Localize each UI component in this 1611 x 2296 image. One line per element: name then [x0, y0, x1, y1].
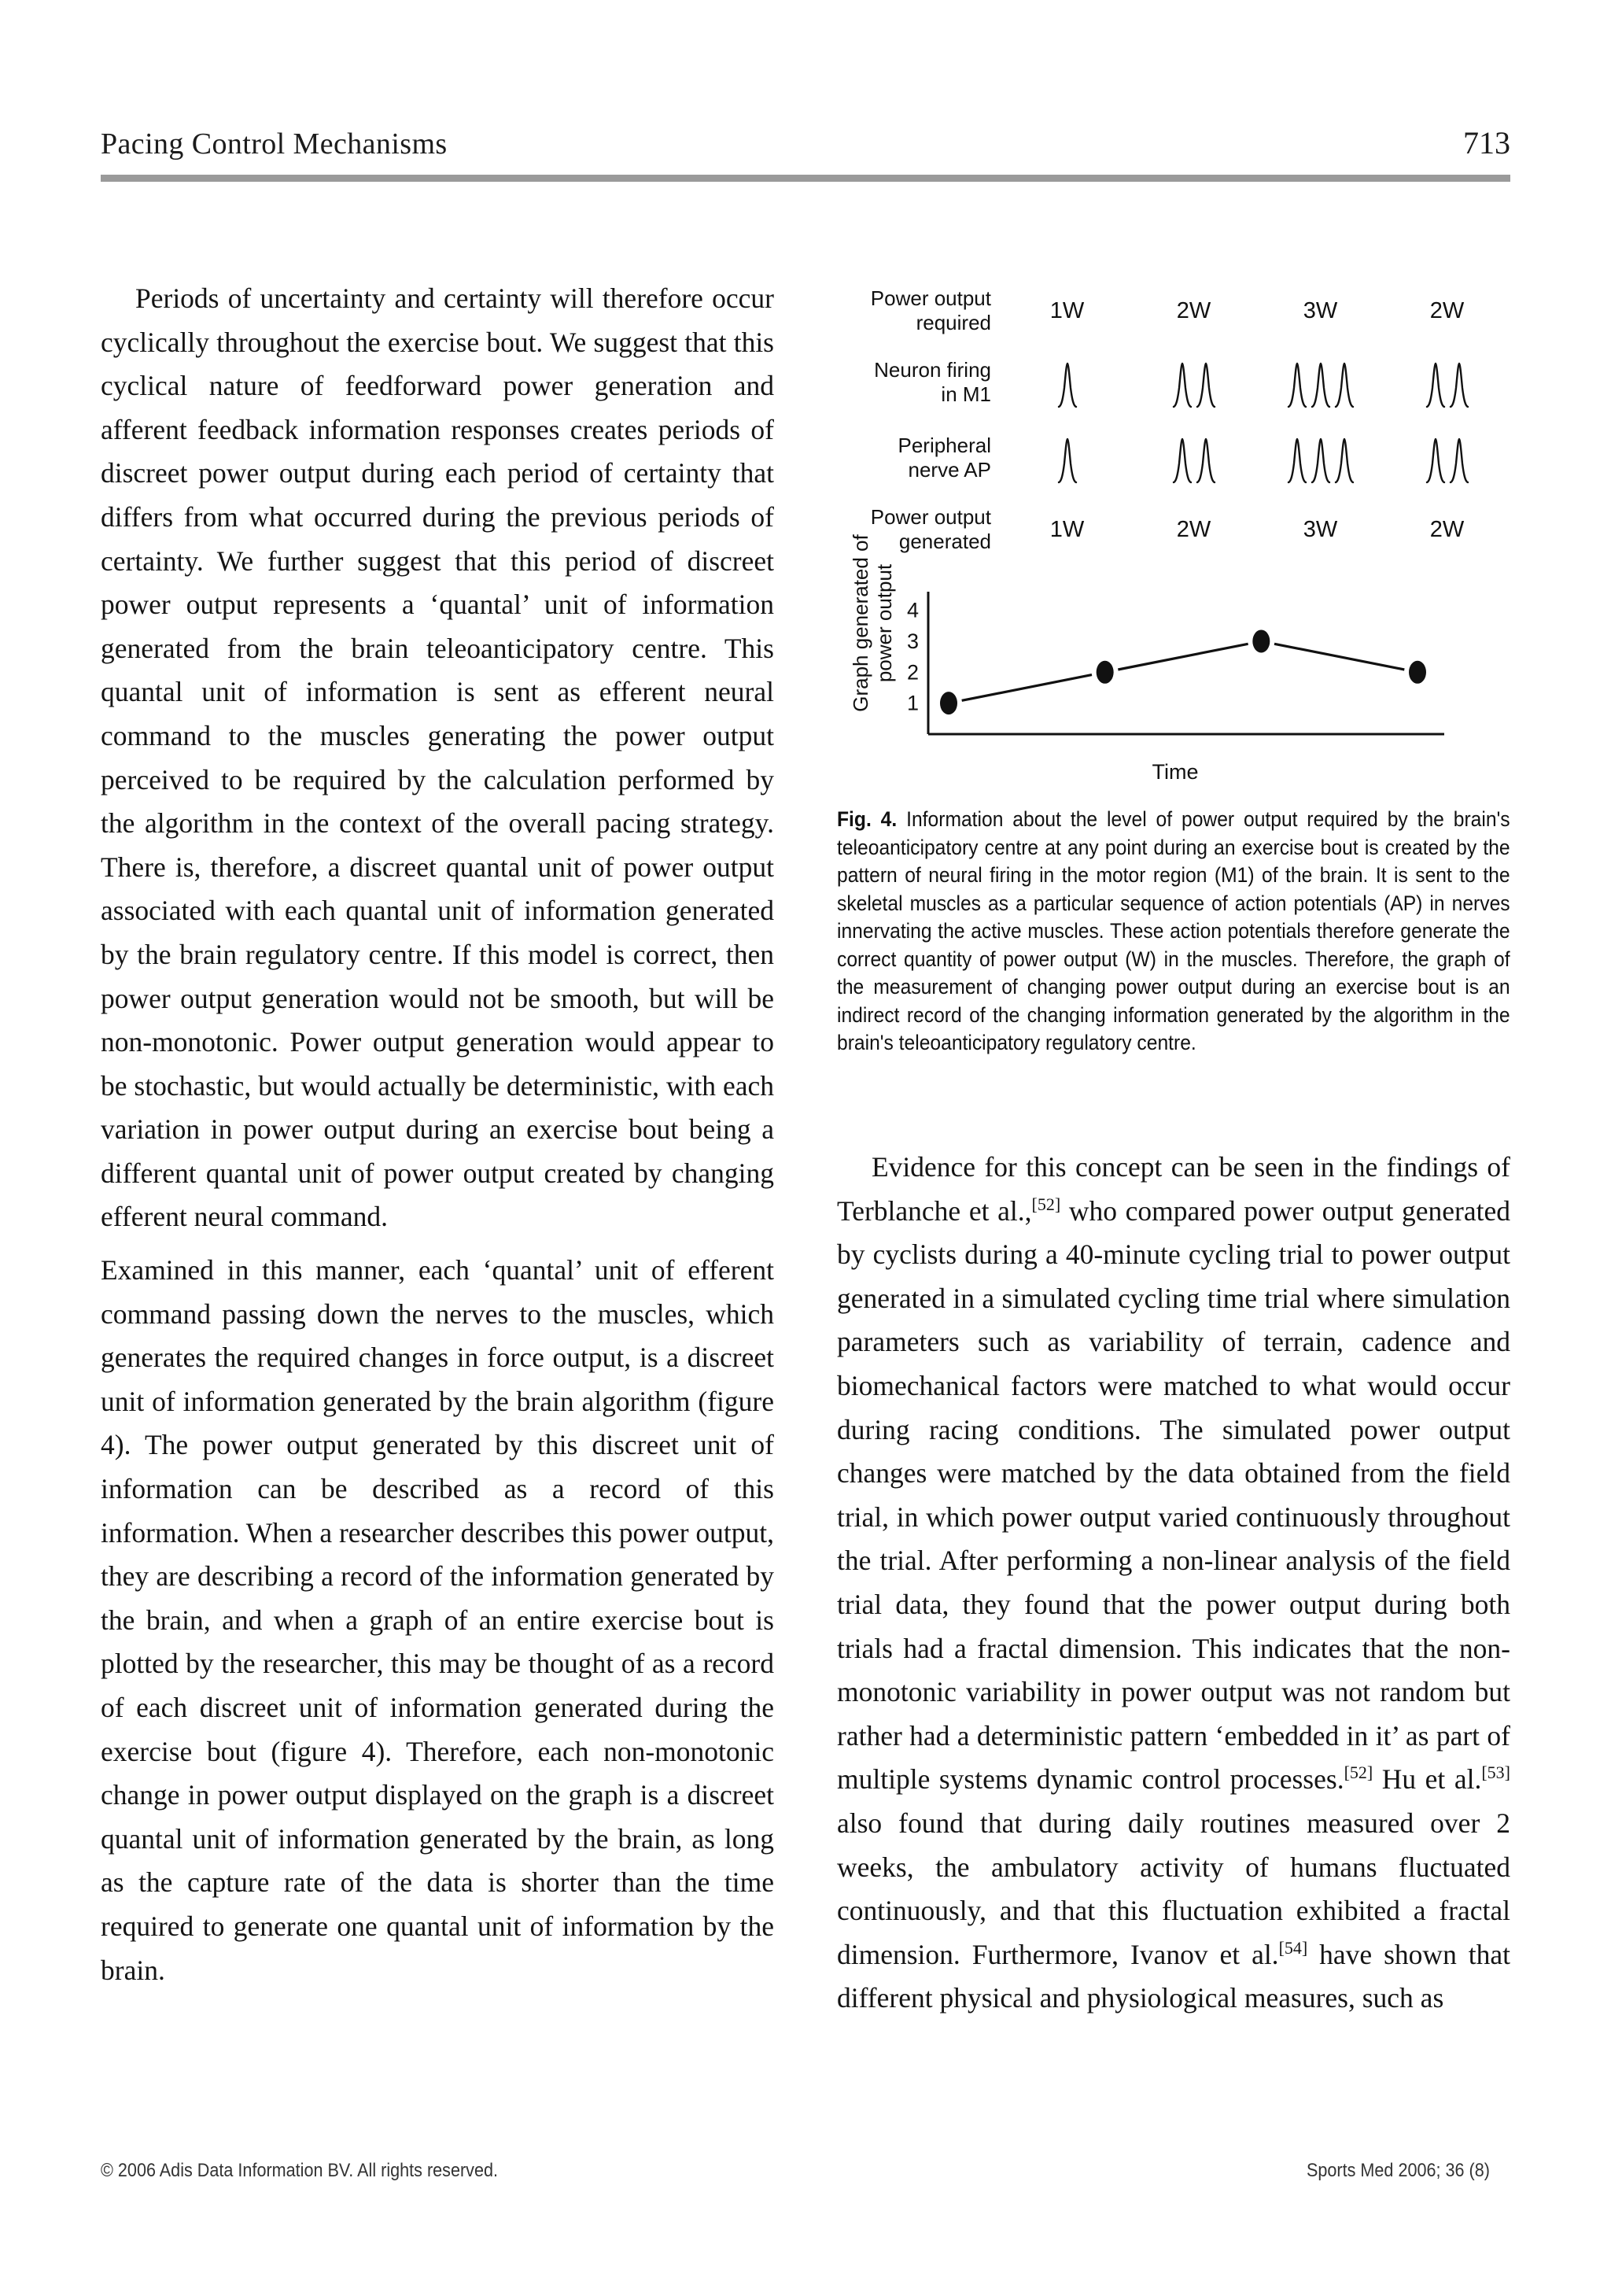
figure-rows — [837, 277, 1510, 563]
chart-data-point — [1097, 661, 1114, 684]
action-potential-spike-icon — [1334, 361, 1355, 408]
figure-cell — [1257, 349, 1384, 416]
power-output-line-chart — [837, 534, 1510, 793]
figure-graphic — [837, 277, 1510, 796]
figure-row-power-required — [837, 277, 1510, 345]
header-rule — [101, 175, 1510, 182]
action-potential-spike-icon — [1449, 361, 1469, 408]
action-potential-spike-icon — [1425, 361, 1446, 408]
page-number: 713 — [1463, 125, 1510, 161]
running-head-title: Pacing Control Mechanisms — [101, 127, 448, 161]
figure-caption — [837, 806, 1510, 1058]
figure-cell — [1257, 496, 1384, 563]
right-text-3: Hu et al. — [1373, 1763, 1482, 1796]
spike-group-4 — [1425, 432, 1469, 484]
watt-value: 3W — [1303, 516, 1338, 542]
citation-52-a: [52] — [1031, 1194, 1061, 1214]
chart-y-tick-label: 2 — [906, 660, 919, 685]
figure-cell — [1004, 277, 1130, 345]
action-potential-spike-icon — [1311, 361, 1331, 408]
watt-value: 2W — [1176, 297, 1211, 323]
left-column — [101, 277, 774, 1992]
footer-copyright: © 2006 Adis Data Information BV. All rights reserved. — [101, 2160, 498, 2181]
running-head — [101, 124, 1510, 161]
chart-line-segment — [1274, 644, 1404, 670]
spike-group-2 — [1172, 432, 1216, 484]
chart-line-segment — [962, 675, 1092, 701]
right-text-2: who compared power output generated by cyclists during a 40-minute cycling trial to power output generated in a simulated cycling time trial where simulation parameters such as variability of terrain, cadence and biomechanical factors were matched to what would occur during racing conditions. The simulated power output changes were matched by the data obtained from the field trial, in which power output varied continuously throughout the trial. After performing a non-linear analysis of the field trial data, they found that the power output during both trials had a fractal dimension. This indicates that the non-monotonic variability in power output was not random but rather had a deterministic pattern ‘embedded in it’ as part of multiple systems dynamic control processes. — [837, 1194, 1510, 1796]
figure-row-label-line2: nerve AP — [908, 458, 991, 482]
figure-cell — [1384, 496, 1510, 563]
action-potential-spike-icon — [1287, 361, 1307, 408]
figure-row-cells — [1004, 349, 1510, 416]
citation-54: [54] — [1278, 1937, 1308, 1958]
footer-journal-ref: Sports Med 2006; 36 (8) — [1307, 2160, 1491, 2181]
right-paragraph-1 — [837, 1146, 1510, 2021]
chart-plot-area — [900, 581, 1451, 758]
action-potential-spike-icon — [1172, 437, 1193, 484]
figure-cell — [1130, 277, 1257, 345]
figure-row-label-line2: in M1 — [941, 382, 991, 406]
figure-4 — [837, 277, 1510, 1058]
action-potential-spike-icon — [1425, 437, 1446, 484]
spike-group-2 — [1172, 356, 1216, 408]
figure-row-label-line2: generated — [898, 530, 991, 553]
figure-cell — [1130, 424, 1257, 492]
spike-group-3 — [1287, 432, 1355, 484]
action-potential-spike-icon — [1311, 437, 1331, 484]
right-text-1: Evidence for this concept can be seen in the findings of Terblanche et al., — [837, 1151, 1510, 1227]
spike-group-1 — [1057, 432, 1078, 484]
left-paragraph-2: Examined in this manner, each ‘quantal’ unit of efferent command passing down the nerves to the muscles, which generates the required changes in force output, is a discreet unit of information generated by the brain algorithm (figure 4). The power output generated by this discreet unit of information can be described as a record of this information. When a researcher describes this power output, they are describing a record of the information generated by the brain, and when a graph of an entire exercise bout is plotted by the researcher, this may be thought of as a record of each discreet unit of information generated during the exercise bout (figure 4). Therefore, each non-monotonic change in power output displayed on the graph is a discreet quantal unit of information generated by the brain, as long as the capture rate of the data is shorter than the time required to generate one quantal unit of information by the brain. — [101, 1254, 774, 1986]
figure-row-cells — [1004, 496, 1510, 563]
figure-cell — [1257, 277, 1384, 345]
watt-value: 2W — [1176, 516, 1211, 542]
right-text-4: also found that during daily routines measured over 2 weeks, the ambulatory activity of humans fluctuated continuously, and that this fluctuation exhibited a fractal dimension. Furthermore, Ivanov et al. — [837, 1807, 1510, 1970]
figure-row-neuron-firing — [837, 345, 1510, 420]
figure-row-label-line1: Peripheral — [898, 434, 991, 457]
figure-row-label-line2: required — [916, 311, 991, 334]
figure-cell — [1130, 496, 1257, 563]
chart-line-segment — [1118, 644, 1248, 670]
chart-y-tick-label: 4 — [906, 598, 919, 622]
action-potential-spike-icon — [1334, 437, 1355, 484]
figure-cell — [1004, 496, 1130, 563]
figure-cell — [1004, 349, 1130, 416]
action-potential-spike-icon — [1287, 437, 1307, 484]
watt-value: 2W — [1429, 297, 1465, 323]
right-column — [837, 1146, 1510, 2021]
action-potential-spike-icon — [1172, 361, 1193, 408]
figure-row-label — [837, 286, 1004, 335]
figure-cell — [1130, 349, 1257, 416]
watt-value: 2W — [1429, 516, 1465, 542]
figure-cell — [1384, 424, 1510, 492]
figure-row-power-generated — [837, 496, 1510, 563]
figure-cell — [1004, 424, 1130, 492]
figure-row-label-line1: Neuron firing — [874, 358, 991, 382]
spike-group-4 — [1425, 356, 1469, 408]
chart-x-axis-label: Time — [1152, 760, 1199, 784]
chart-y-axis-label: Graph generated of power output — [849, 534, 896, 712]
figure-cell — [1384, 349, 1510, 416]
action-potential-spike-icon — [1196, 437, 1216, 484]
action-potential-spike-icon — [1196, 361, 1216, 408]
action-potential-spike-icon — [1057, 361, 1078, 408]
watt-value: 1W — [1049, 297, 1085, 323]
figure-row-cells — [1004, 424, 1510, 492]
chart-y-tick-label: 3 — [906, 629, 919, 653]
figure-caption-label: Fig. 4. — [837, 807, 898, 831]
chart-data-point — [940, 692, 957, 714]
figure-caption-text: Information about the level of power output required by the brain's teleoanticipatory centre at any point during an exercise bout is created by the pattern of neural firing in the motor region (M1) of the brain. It is sent to the skeletal muscles as a particular sequence of action potentials (AP) in nerves innervating the active muscles. These action potentials therefore generate the correct quantity of power output (W) in the muscles. Therefore, the graph of the measurement of changing power output during an exercise bout is an indirect record of the changing information generated by the algorithm in the brain's teleoanticipatory regulatory centre. — [837, 807, 1510, 1054]
spike-group-1 — [1057, 356, 1078, 408]
spike-group-3 — [1287, 356, 1355, 408]
page-footer — [101, 2160, 1510, 2182]
figure-row-label — [837, 358, 1004, 407]
figure-cell — [1384, 277, 1510, 345]
figure-cell — [1257, 424, 1384, 492]
figure-row-cells — [1004, 277, 1510, 345]
figure-row-label — [837, 434, 1004, 482]
figure-row-label-line1: Power output — [870, 505, 991, 529]
body-columns — [101, 277, 1510, 2032]
chart-y-tick-label: 1 — [906, 691, 919, 715]
citation-53: [53] — [1481, 1763, 1510, 1783]
citation-52-b: [52] — [1344, 1763, 1373, 1783]
chart-data-point — [1252, 629, 1270, 652]
figure-row-peripheral-nerve — [837, 420, 1510, 496]
left-paragraph-1: Periods of uncertainty and certainty will therefore occur cyclically throughout the exercise bout. We suggest that this cyclical nature of feedforward power generation and afferent feedback information responses creates periods of discreet power output during each period of certainty that differs from what occurred during the previous periods of certainty. We further suggest that this period of discreet power output represents a ‘quantal’ unit of information generated from the brain teleoanticipatory centre. This quantal unit of information is sent as efferent neural command to the muscles generating the power output perceived to be required by the calculation performed by the algorithm in the context of the overall pacing strategy. There is, therefore, a discreet quantal unit of power output associated with each quantal unit of information generated by the brain regulatory centre. If this model is correct, then power output generation would not be smooth, but will be non-monotonic. Power output generation would appear to be stochastic, but would actually be deterministic, with each variation in power output during an exercise bout being a different quantal unit of power output created by changing efferent neural command. — [101, 282, 774, 1233]
chart-data-point — [1409, 661, 1426, 684]
action-potential-spike-icon — [1449, 437, 1469, 484]
watt-value: 3W — [1303, 297, 1338, 323]
watt-value: 1W — [1049, 516, 1085, 542]
right-text-5: have shown that different physical and physiological measures, such as — [837, 1938, 1510, 2014]
figure-row-label-line1: Power output — [870, 286, 991, 310]
action-potential-spike-icon — [1057, 437, 1078, 484]
